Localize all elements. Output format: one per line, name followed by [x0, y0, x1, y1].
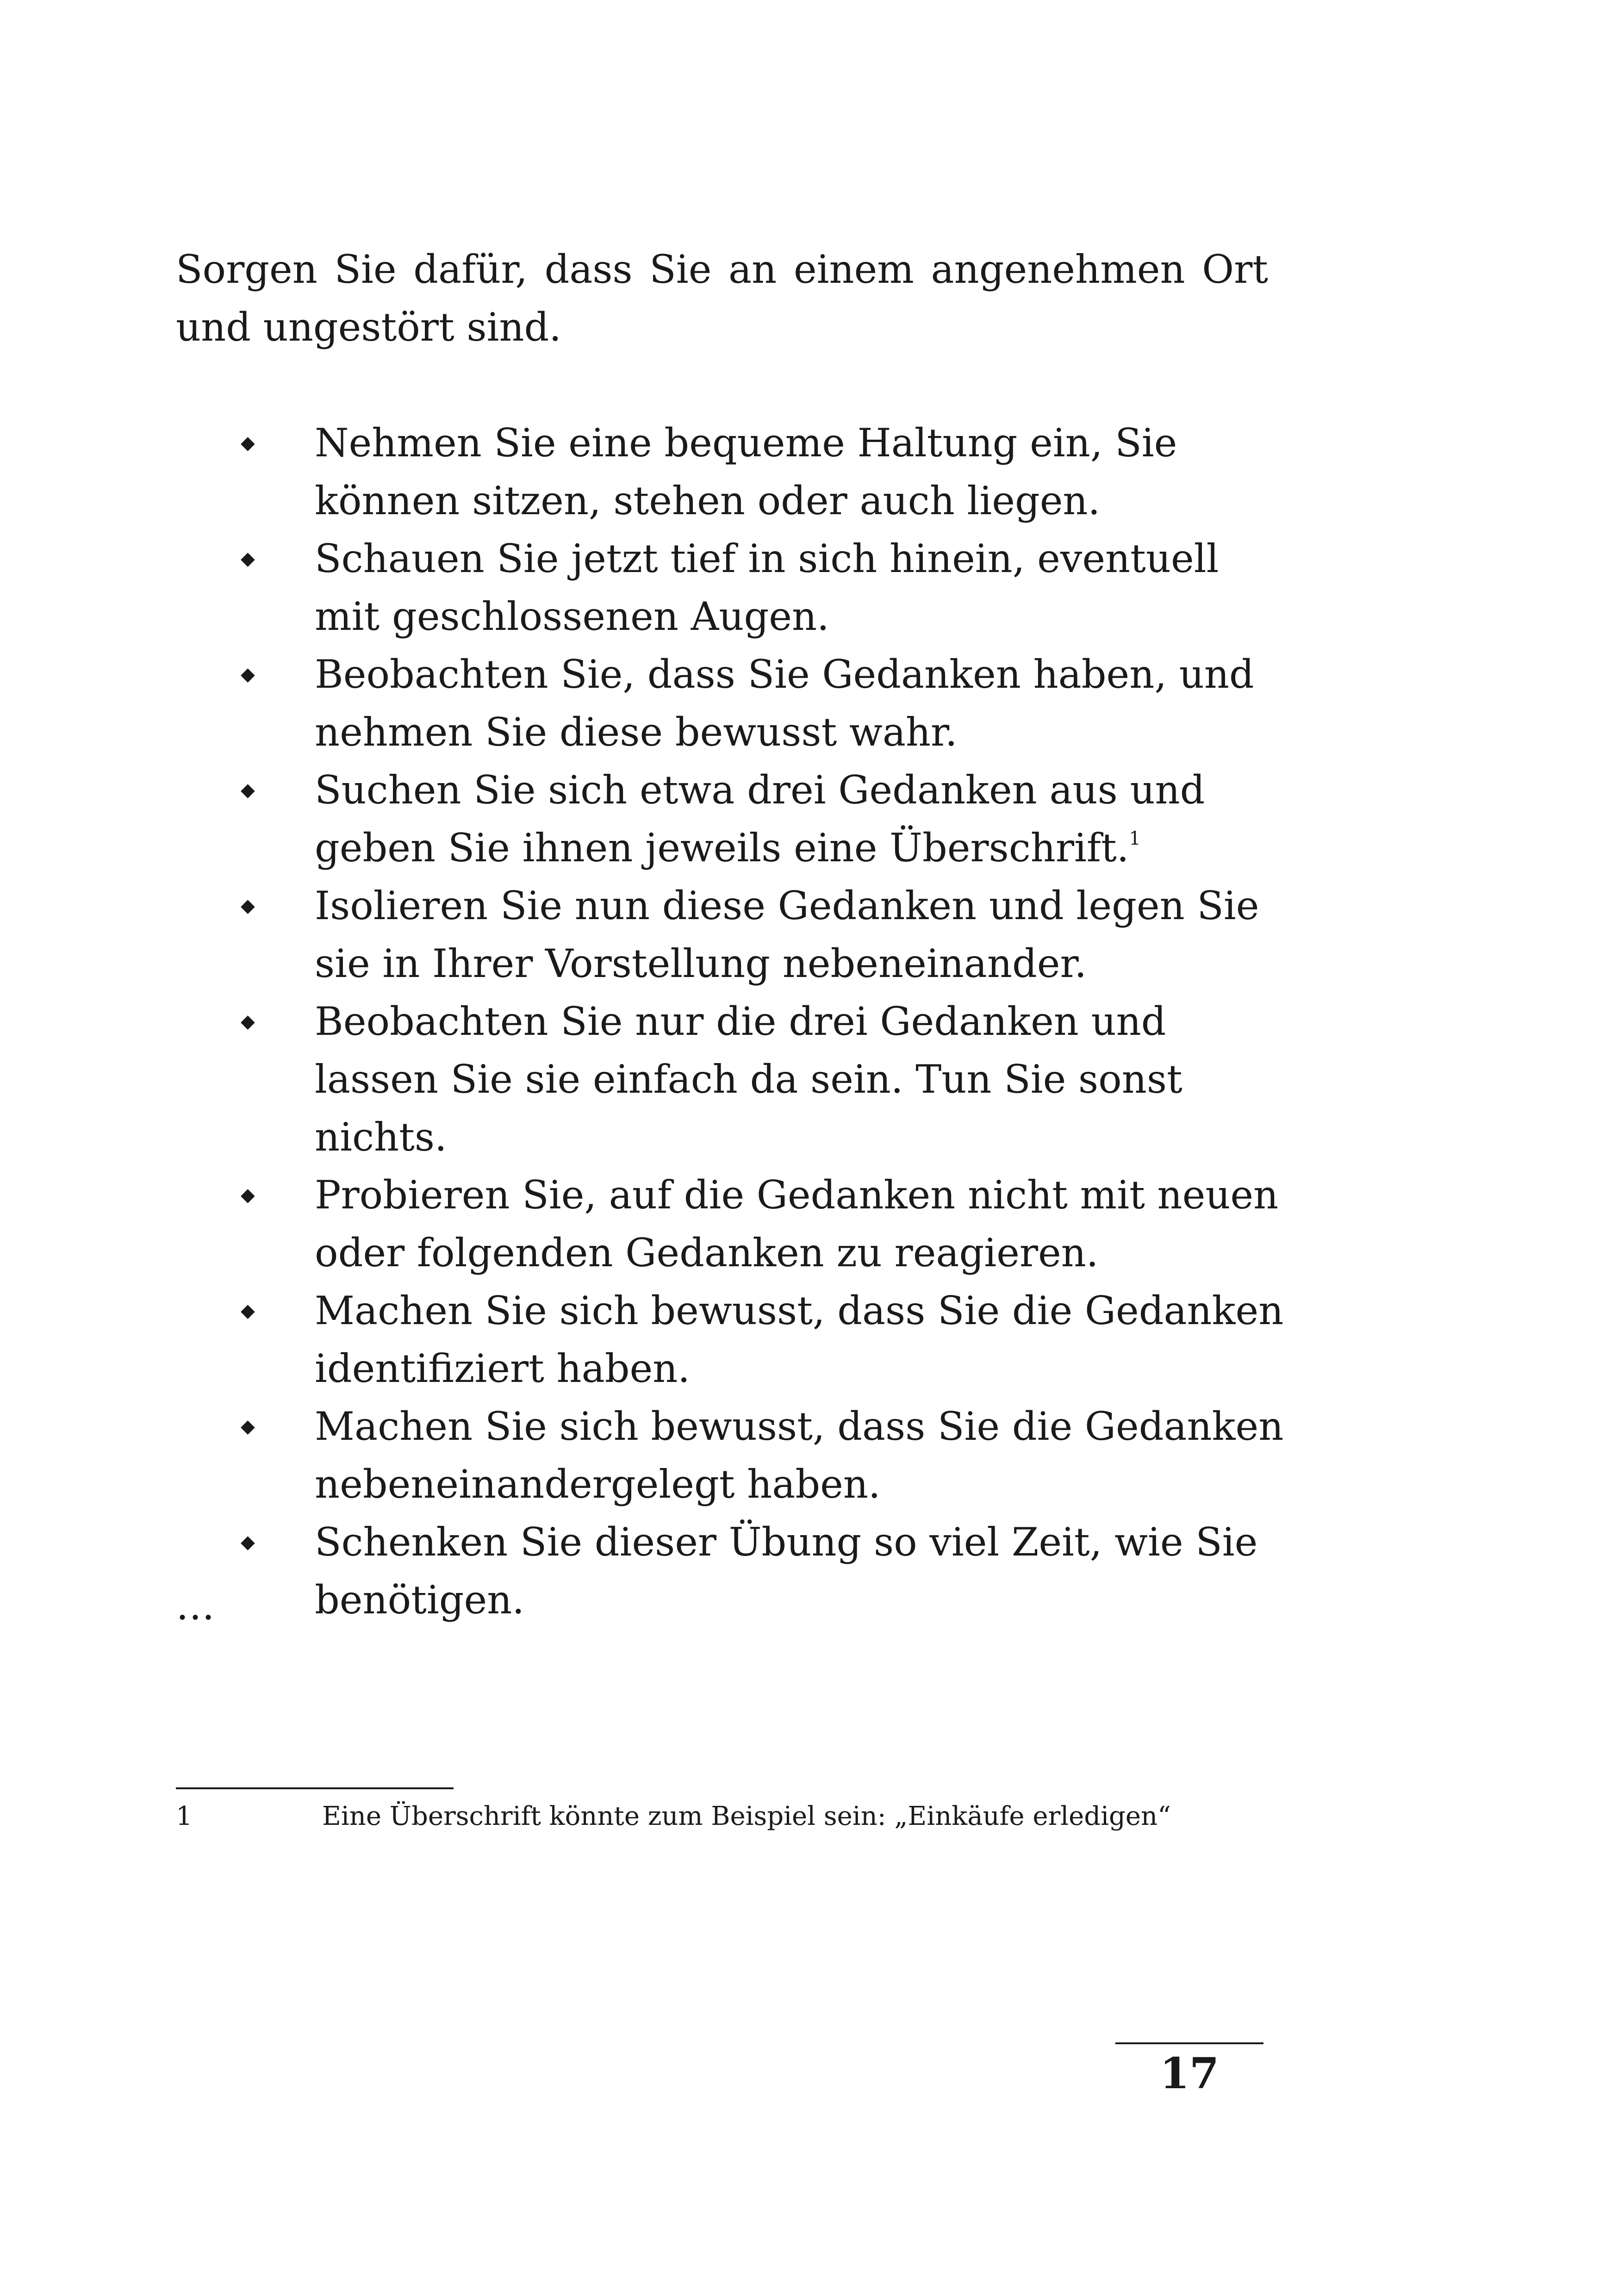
list-item [241, 761, 1287, 877]
footnote-divider [176, 1787, 454, 1789]
list-item-text: Beobachten Sie nur die drei Gedanken und lassen Sie sie einfach da sein. Tun Sie sonst nichts. [315, 999, 1182, 1160]
page-number-divider [1115, 2042, 1263, 2044]
exercise-list [241, 414, 1287, 1629]
list-item [241, 1166, 1287, 1282]
diamond-bullet-icon: ◆ [241, 548, 255, 569]
diamond-bullet-icon: ◆ [241, 1184, 255, 1206]
list-item-text: Probieren Sie, auf die Gedanken nicht mit neuen oder folgenden Gedanken zu reagieren. [315, 1172, 1279, 1276]
diamond-bullet-icon: ◆ [241, 895, 255, 916]
list-item [241, 530, 1287, 646]
diamond-bullet-icon: ◆ [241, 779, 255, 801]
list-item-text: Schauen Sie jetzt tief in sich hinein, eventuell mit geschlossenen Augen. [315, 536, 1219, 639]
diamond-bullet-icon: ◆ [241, 432, 255, 454]
intro-paragraph: Sorgen Sie dafür, dass Sie an einem angenehmen Ort und ungestört sind. [176, 247, 1268, 350]
diamond-bullet-icon: ◆ [241, 1531, 255, 1553]
diamond-bullet-icon: ◆ [241, 1300, 255, 1321]
diamond-bullet-icon: ◆ [241, 1416, 255, 1437]
list-item [241, 993, 1287, 1166]
list-item-text: Suchen Sie sich etwa drei Gedanken aus und geben Sie ihnen jeweils eine Überschrift. [315, 767, 1205, 871]
list-item-text: Schenken Sie dieser Übung so viel Zeit, wie Sie benötigen. [315, 1519, 1258, 1623]
footnote-number: 1 [176, 1801, 193, 1831]
continuation-ellipsis: … [176, 1583, 215, 1629]
list-item-text: Isolieren Sie nun diese Gedanken und legen Sie sie in Ihrer Vorstellung nebeneinander. [315, 883, 1259, 986]
list-item [241, 414, 1287, 530]
diamond-bullet-icon: ◆ [241, 1011, 255, 1032]
list-item [241, 1398, 1287, 1513]
diamond-bullet-icon: ◆ [241, 664, 255, 685]
list-item-text: Beobachten Sie, dass Sie Gedanken haben, und nehmen Sie diese bewusst wahr. [315, 652, 1254, 755]
list-item-text: Nehmen Sie eine bequeme Haltung ein, Sie können sitzen, stehen oder auch liegen. [315, 420, 1177, 523]
list-item-text: Machen Sie sich bewusst, dass Sie die Gedanken identifiziert haben. [315, 1288, 1284, 1391]
list-item [241, 1282, 1287, 1398]
footnote-reference[interactable]: 1 [1129, 828, 1141, 849]
list-item [241, 646, 1287, 761]
list-item-text: Machen Sie sich bewusst, dass Sie die Gedanken nebeneinandergelegt haben. [315, 1404, 1284, 1507]
footnote [176, 1798, 1287, 1835]
footnote-text: Eine Überschrift könnte zum Beispiel sein: „Einkäufe erledigen“ [322, 1801, 1171, 1831]
page-number: 17 [1159, 2048, 1220, 2098]
list-item [241, 1513, 1287, 1629]
list-item [241, 877, 1287, 993]
